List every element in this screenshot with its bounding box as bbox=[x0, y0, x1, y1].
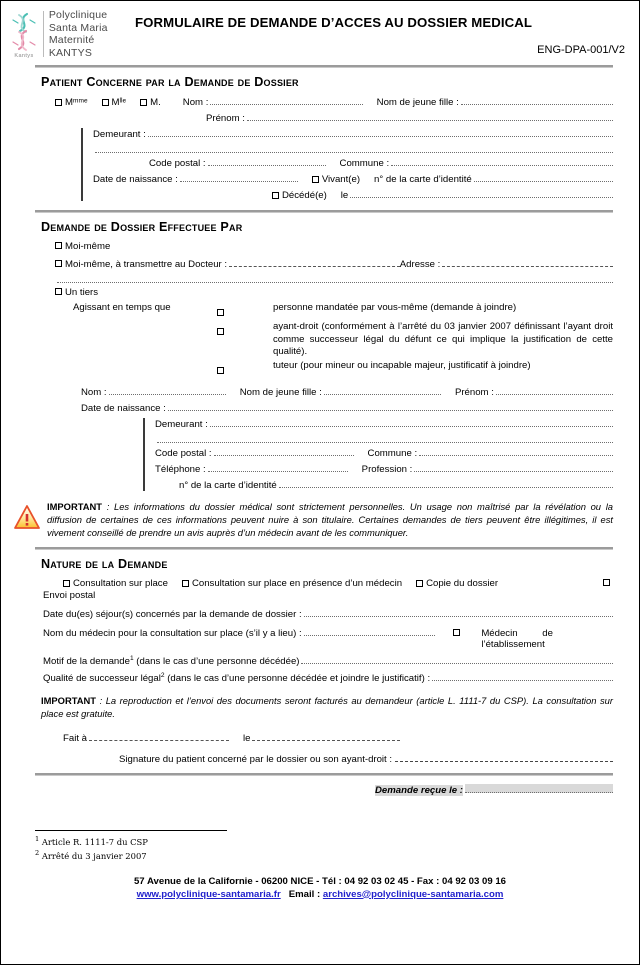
tiers-option-ayant-droit-label: ayant-droit (conformément à l’arrêté du 03 janvier 2007 définissant l’ayant droit comme successeur légal du défunt ce qui implique la justification de cette qualité). bbox=[273, 321, 613, 358]
patient-demeurant-input-2[interactable] bbox=[95, 144, 613, 153]
tiers-nom-input[interactable] bbox=[109, 386, 226, 395]
footer-website-link[interactable]: www.polyclinique-santamaria.fr bbox=[136, 888, 281, 900]
docteur-input[interactable] bbox=[229, 258, 400, 267]
qualite-label: Qualité de successeur légal bbox=[43, 673, 161, 685]
section-nature bbox=[1, 557, 639, 684]
page-header bbox=[1, 1, 639, 59]
tiers-naissance-row bbox=[81, 402, 613, 414]
section-divider-2 bbox=[35, 547, 613, 550]
important-prefix: IMPORTANT bbox=[47, 500, 103, 512]
checkbox-copie-dossier-label: Copie du dossier bbox=[426, 577, 499, 589]
tiers-option-ayant-droit[interactable] bbox=[217, 321, 613, 359]
checkbox-m[interactable] bbox=[140, 97, 161, 108]
important-prefix: IMPORTANT bbox=[41, 695, 97, 707]
tiers-nom-row bbox=[81, 386, 613, 398]
tiers-nom-jeune-fille-input[interactable] bbox=[324, 386, 441, 395]
checkbox-cell[interactable] bbox=[217, 360, 273, 378]
checkbox-icon[interactable] bbox=[55, 288, 62, 295]
patient-demeurant-input[interactable] bbox=[148, 128, 613, 137]
footnote-separator bbox=[35, 830, 227, 831]
checkbox-envoi-postal[interactable] bbox=[603, 579, 610, 586]
patient-code-postal-label: Code postal : bbox=[149, 158, 206, 169]
section-demande bbox=[1, 220, 639, 491]
checkbox-mme-label: Mᵐᵐᵉ bbox=[65, 97, 88, 108]
patient-prenom-label: Prénom : bbox=[206, 113, 245, 124]
qualite-label-wrap bbox=[43, 672, 430, 684]
motif-row bbox=[43, 655, 613, 667]
important-notice-2 bbox=[1, 694, 639, 720]
nom-medecin-input[interactable] bbox=[304, 627, 436, 636]
checkbox-icon[interactable] bbox=[63, 580, 70, 587]
tiers-nom-label: Nom : bbox=[81, 386, 107, 398]
tiers-date-naissance-label: Date de naissance : bbox=[81, 402, 166, 414]
important-notice-1 bbox=[1, 500, 639, 539]
important-notice-1-text bbox=[43, 500, 613, 539]
logo-text bbox=[49, 9, 127, 59]
checkbox-icon[interactable] bbox=[217, 328, 224, 335]
tiers-date-naissance-input[interactable] bbox=[168, 402, 613, 411]
qualite-input[interactable] bbox=[432, 672, 613, 681]
clinic-logo bbox=[7, 9, 127, 59]
motif-suffix: (dans le cas d’une personne décédée) bbox=[133, 655, 300, 667]
fait-a-row bbox=[63, 732, 613, 744]
checkbox-mme[interactable] bbox=[55, 97, 88, 108]
warning-triangle-icon bbox=[13, 500, 43, 535]
tiers-code-postal-label: Code postal : bbox=[155, 447, 212, 459]
patient-demeurant-row bbox=[93, 128, 613, 140]
checkbox-decede-label: Décédé(e) bbox=[282, 190, 327, 201]
footnote-item bbox=[35, 848, 639, 862]
tiers-prenom-label: Prénom : bbox=[454, 386, 494, 398]
page-title: FORMULAIRE DE DEMANDE D’ACCES AU DOSSIER MEDICAL bbox=[135, 15, 533, 30]
kantys-ribbon-icon bbox=[7, 11, 41, 57]
qualite-row bbox=[43, 672, 613, 684]
civility-row bbox=[55, 96, 613, 108]
tiers-commune-label: Commune : bbox=[367, 447, 418, 459]
checkbox-icon[interactable] bbox=[55, 99, 62, 106]
checkbox-mlle-label: Mˡˡᵉ bbox=[111, 97, 127, 108]
logo-divider bbox=[43, 11, 44, 57]
signature-row bbox=[119, 753, 613, 765]
patient-prenom-row bbox=[55, 112, 613, 124]
patient-date-naissance-input[interactable] bbox=[180, 173, 298, 182]
motif-label-wrap bbox=[43, 655, 299, 667]
tiers-qualifier-grid bbox=[73, 302, 613, 379]
checkbox-icon[interactable] bbox=[217, 309, 224, 316]
patient-code-postal-input[interactable] bbox=[208, 157, 326, 166]
docteur-adresse-label: Adresse : bbox=[399, 259, 441, 270]
patient-deces-le-label: le bbox=[340, 190, 349, 201]
footnote-list bbox=[1, 834, 639, 863]
tiers-option-mandataire[interactable] bbox=[217, 302, 613, 320]
logo-line-2: Santa Maria bbox=[48, 21, 108, 34]
important-body: : La reproduction et l’envoi des documents seront facturés au demandeur (article L. 1111-7 du CSP). La consultation sur place est gratuite. bbox=[41, 695, 613, 720]
footer-email-label: Email : bbox=[288, 888, 321, 900]
checkbox-icon[interactable] bbox=[182, 580, 189, 587]
checkbox-icon[interactable] bbox=[55, 260, 62, 267]
checkbox-moi-meme-label: Moi-même bbox=[65, 241, 111, 252]
title-block bbox=[127, 9, 629, 56]
patient-prenom-input[interactable] bbox=[247, 112, 613, 121]
checkbox-un-tiers-label: Un tiers bbox=[65, 287, 99, 298]
motif-label: Motif de la demande bbox=[43, 655, 130, 667]
checkbox-icon[interactable] bbox=[102, 99, 109, 106]
checkbox-consultation-sur-place-label: Consultation sur place bbox=[73, 577, 168, 589]
tiers-nom-jeune-fille-label: Nom de jeune fille : bbox=[239, 386, 322, 398]
checkbox-consultation-avec-medecin[interactable] bbox=[182, 578, 402, 589]
section-patient bbox=[1, 75, 639, 201]
tiers-code-postal-input[interactable] bbox=[214, 447, 354, 456]
tiers-demeurant-row-2 bbox=[155, 434, 613, 443]
checkbox-cell[interactable] bbox=[217, 321, 273, 359]
patient-decede-row bbox=[93, 189, 613, 201]
logo-caption: Kantys bbox=[14, 53, 34, 59]
checkbox-consultation-avec-medecin-label: Consultation sur place en présence d’un médecin bbox=[191, 577, 403, 589]
signature-input[interactable] bbox=[395, 753, 613, 762]
checkbox-icon[interactable] bbox=[140, 99, 147, 106]
qualite-suffix: (dans le cas d’une personne décédée et joindre le justificatif) : bbox=[164, 673, 431, 685]
footer-email-link[interactable]: archives@polyclinique-santamaria.com bbox=[322, 888, 504, 900]
tiers-demeurant-row bbox=[155, 418, 613, 430]
tiers-demeurant-label: Demeurant : bbox=[155, 418, 208, 430]
date-sejours-label: Date du(es) séjour(s) concernés par la demande de dossier : bbox=[43, 608, 302, 620]
patient-nom-input[interactable] bbox=[210, 96, 362, 105]
nature-choices-row bbox=[63, 578, 613, 589]
patient-deces-date-input[interactable] bbox=[350, 189, 613, 198]
patient-demeurant-row-2 bbox=[93, 144, 613, 153]
patient-carte-identite-input[interactable] bbox=[474, 173, 613, 182]
patient-nom-label: Nom : bbox=[182, 97, 209, 108]
patient-date-naissance-label: Date de naissance : bbox=[93, 174, 178, 185]
demande-recue-input[interactable] bbox=[465, 784, 613, 793]
nom-medecin-label: Nom du médecin pour la consultation sur place (s’il y a lieu) : bbox=[43, 627, 302, 639]
checkbox-icon[interactable] bbox=[416, 580, 423, 587]
docteur-adresse-input-2[interactable] bbox=[57, 274, 613, 283]
patient-demeurant-label: Demeurant : bbox=[93, 129, 146, 140]
tiers-profession-input[interactable] bbox=[414, 463, 613, 472]
agissant-label: Agissant en temps que bbox=[73, 302, 171, 313]
checkbox-moi-meme-docteur-row[interactable] bbox=[55, 258, 613, 270]
tiers-option-mandataire-label: personne mandatée par vous-même (demande à joindre) bbox=[273, 302, 517, 313]
footnote-text: Article R. 1111-7 du CSP bbox=[41, 836, 148, 847]
section-divider-1 bbox=[35, 210, 613, 213]
section-demande-heading: Demande de Dossier Effectuee Par bbox=[41, 220, 243, 234]
logo-line-1: Polyclinique bbox=[48, 9, 108, 21]
patient-nom-jeune-fille-input[interactable] bbox=[461, 96, 613, 105]
footnote-marker: 2 bbox=[35, 849, 40, 858]
demande-recue-row bbox=[375, 784, 613, 796]
checkbox-copie-dossier[interactable] bbox=[416, 578, 498, 589]
patient-commune-input[interactable] bbox=[391, 157, 613, 166]
checkbox-mlle[interactable] bbox=[102, 97, 127, 108]
checkbox-envoi-postal-label: Envoi postal bbox=[43, 589, 96, 601]
signature-section bbox=[1, 732, 639, 765]
page-footer bbox=[1, 875, 639, 901]
footnotes-block bbox=[1, 830, 639, 863]
medecin-etablissement-label-wrap bbox=[463, 628, 613, 650]
patient-carte-identite-label: n° de la carte d’identité bbox=[374, 174, 472, 185]
footnote-marker: 1 bbox=[35, 835, 40, 844]
reception-section bbox=[1, 784, 639, 796]
header-divider bbox=[35, 65, 613, 68]
tiers-address-block bbox=[143, 418, 613, 491]
patient-cp-commune-row bbox=[93, 157, 613, 169]
footnote-item bbox=[35, 834, 639, 848]
checkbox-icon[interactable] bbox=[312, 176, 319, 183]
tiers-option-tuteur[interactable] bbox=[217, 360, 613, 378]
logo-line-3: Maternité KANTYS bbox=[48, 34, 95, 59]
important-notice-2-text bbox=[41, 694, 613, 720]
tiers-options bbox=[217, 302, 613, 379]
tiers-demeurant-input[interactable] bbox=[210, 418, 613, 427]
checkbox-vivant-label: Vivant(e) bbox=[321, 174, 361, 185]
checkbox-icon[interactable] bbox=[217, 367, 224, 374]
section-patient-heading: Patient Concerne par la Demande de Dossier bbox=[41, 75, 299, 89]
signature-label: Signature du patient concerné par le dossier ou son ayant-droit : bbox=[119, 754, 393, 766]
date-sejours-input[interactable] bbox=[304, 608, 613, 617]
checkbox-moi-meme-row[interactable] bbox=[55, 241, 613, 252]
checkbox-cell[interactable] bbox=[217, 302, 273, 320]
checkbox-m-label: M. bbox=[150, 97, 161, 108]
footer-contact-row bbox=[1, 888, 639, 901]
signature-divider bbox=[35, 773, 613, 776]
docteur-adresse-row-2 bbox=[55, 274, 613, 283]
qualite-footnote-marker: 2 bbox=[160, 671, 165, 679]
tiers-option-tuteur-label: tuteur (pour mineur ou incapable majeur, justificatif à joindre) bbox=[273, 359, 531, 371]
tiers-telephone-row bbox=[155, 463, 613, 475]
patient-commune-label: Commune : bbox=[339, 158, 390, 169]
tiers-prenom-input[interactable] bbox=[496, 386, 613, 395]
tiers-carte-identite-row bbox=[155, 479, 613, 491]
fait-le-label: le bbox=[243, 733, 251, 745]
tiers-cp-commune-row bbox=[155, 447, 613, 459]
tiers-profession-label: Profession : bbox=[361, 463, 413, 475]
patient-nom-jeune-fille-label: Nom de jeune fille : bbox=[376, 97, 459, 108]
checkbox-vivant[interactable] bbox=[312, 174, 360, 185]
important-body: : Les informations du dossier médical sont strictement personnelles. Un usage non maîtrisé par la révélation ou la diffusion de certaines de ces informations peuvent nuire à son titulaire. Certaines demandes de tiers peuvent être illégitimes, il est vivement conseillé de prendre un avis auprès d’un médecin avant de les communiquer. bbox=[47, 500, 613, 538]
fait-a-label: Fait à bbox=[63, 733, 87, 745]
motif-input[interactable] bbox=[301, 655, 613, 664]
footer-address: 57 Avenue de la Californie - 06200 NICE - Tél : 04 92 03 02 45 - Fax : 04 92 03 09 16 bbox=[133, 875, 507, 887]
tiers-telephone-label: Téléphone : bbox=[155, 463, 206, 475]
date-sejours-row bbox=[43, 608, 613, 620]
checkbox-decede[interactable] bbox=[272, 190, 327, 201]
fait-le-input[interactable] bbox=[252, 732, 400, 741]
footnote-text: Arrêté du 3 janvier 2007 bbox=[41, 851, 147, 862]
checkbox-medecin-etablissement[interactable] bbox=[453, 629, 460, 636]
nom-medecin-row bbox=[43, 627, 613, 650]
section-nature-heading: Nature de la Demande bbox=[41, 556, 168, 571]
tiers-carte-identite-input[interactable] bbox=[279, 479, 613, 488]
patient-naissance-row bbox=[93, 173, 613, 185]
checkbox-consultation-sur-place[interactable] bbox=[63, 578, 168, 589]
checkbox-un-tiers-row[interactable] bbox=[55, 287, 613, 298]
checkbox-icon[interactable] bbox=[272, 192, 279, 199]
tiers-demeurant-input-2[interactable] bbox=[157, 434, 613, 443]
fait-a-input[interactable] bbox=[89, 732, 229, 741]
checkbox-icon[interactable] bbox=[55, 242, 62, 249]
tiers-carte-identite-label: n° de la carte d’identité bbox=[179, 479, 277, 491]
motif-footnote-marker: 1 bbox=[129, 654, 134, 662]
medecin-etablissement-label: Médecin de l’établissement bbox=[481, 627, 553, 650]
docteur-adresse-input[interactable] bbox=[442, 258, 613, 267]
tiers-telephone-input[interactable] bbox=[208, 463, 348, 472]
envoi-postal-row bbox=[43, 590, 613, 601]
demande-recue-label: Demande reçue le : bbox=[375, 785, 463, 797]
patient-address-block bbox=[81, 128, 613, 201]
tiers-commune-input[interactable] bbox=[419, 447, 613, 456]
document-reference: ENG-DPA-001/V2 bbox=[537, 44, 625, 56]
checkbox-moi-meme-docteur-label: Moi-même, à transmettre au Docteur : bbox=[65, 259, 228, 270]
